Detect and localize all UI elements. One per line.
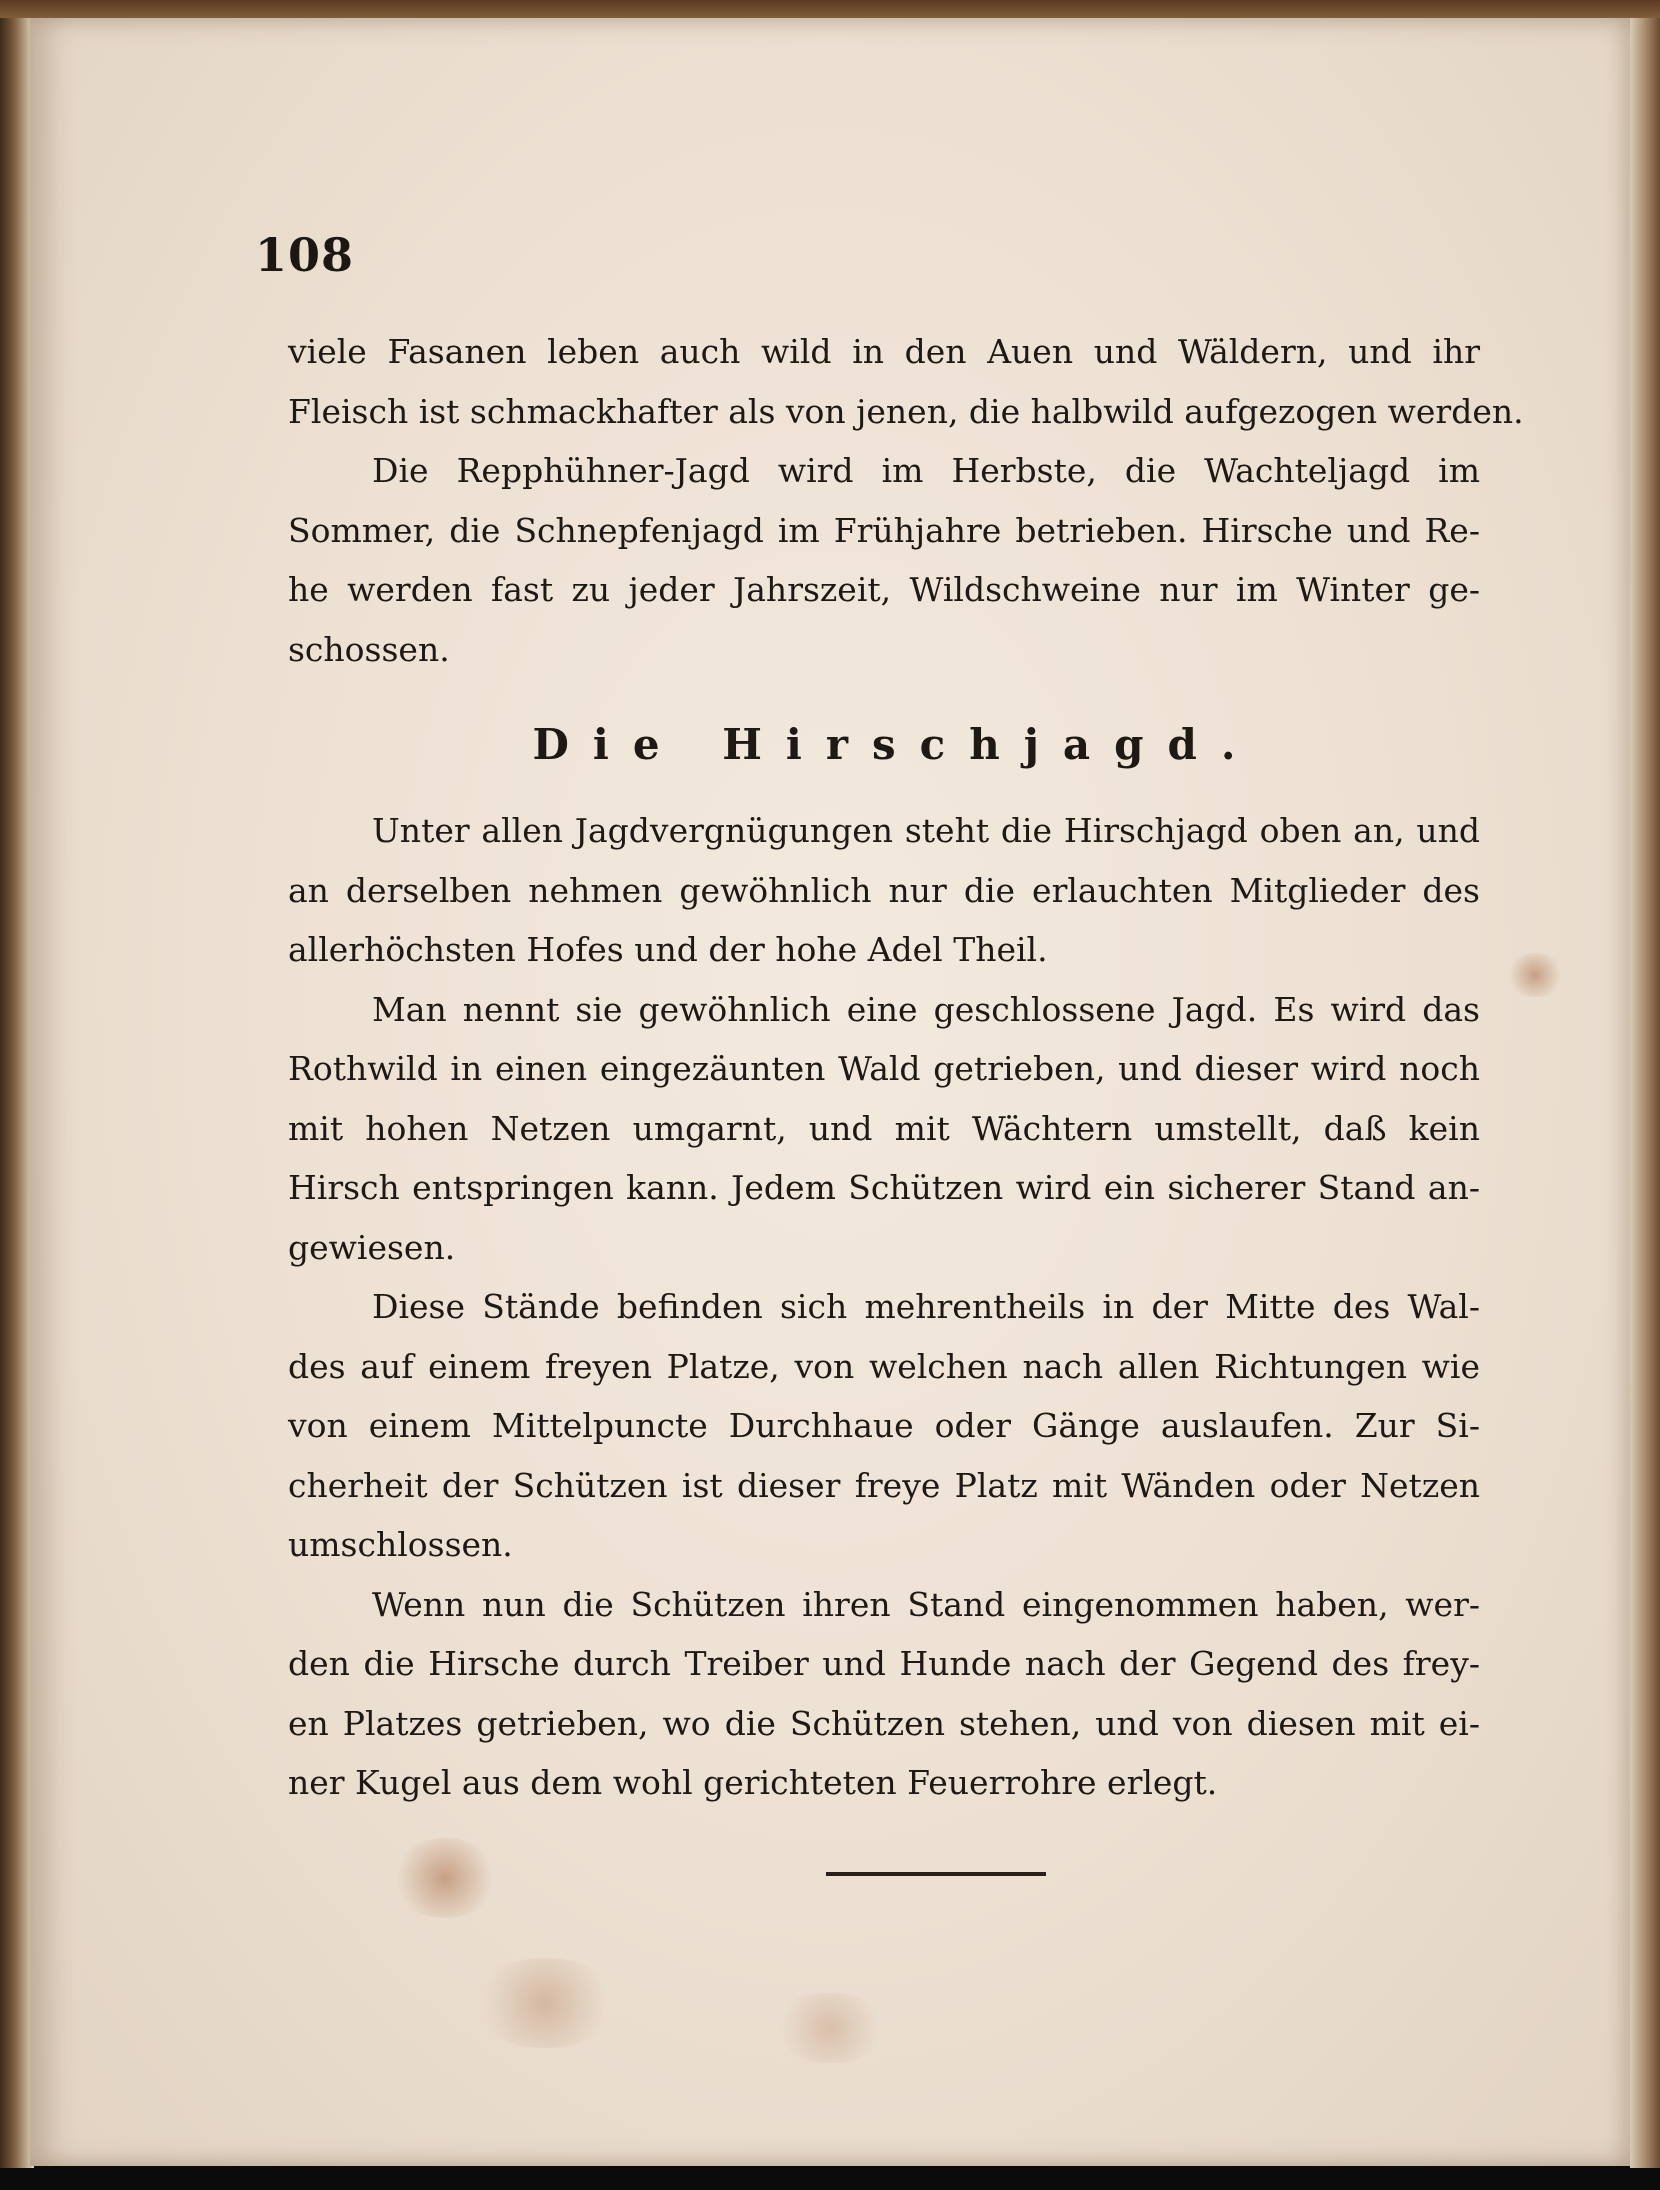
text-line: Unter allen Jagdvergnügungen steht die Hirschjagd oben an, und — [372, 811, 1480, 850]
text-line: he werden fast zu jeder Jahrszeit, Wildschweine nur im Winter ge- — [288, 570, 1480, 609]
text-line: viele Fasanen leben auch wild in den Auen und Wäldern, und ihr — [288, 332, 1480, 371]
stain-mark — [470, 1958, 620, 2048]
text-line: Man nennt sie gewöhnlich eine geschlossene Jagd. Es wird das — [372, 989, 1480, 1029]
stain-mark — [1505, 953, 1565, 997]
end-rule-divider — [826, 1872, 1046, 1876]
text-line: umschlossen. — [288, 1525, 513, 1564]
text-line: en Platzes getrieben, wo die Schützen stehen, und von diesen mit ei- — [288, 1703, 1480, 1743]
text-line: allerhöchsten Hofes und der hohe Adel Theil. — [288, 930, 1048, 969]
text-line: Hirsch entspringen kann. Jedem Schützen wird ein sicherer Stand an- — [288, 1168, 1480, 1207]
text-line: Die Repphühner-Jagd wird im Herbste, die Wachteljagd im — [372, 451, 1480, 490]
page-fore-edge — [1630, 18, 1660, 2168]
text-line: des auf einem freyen Platze, von welchen nach allen Richtungen wie — [288, 1346, 1480, 1386]
paragraph — [288, 322, 1524, 441]
text-line: ner Kugel aus dem wohl gerichteten Feuerrohre erlegt. — [288, 1763, 1218, 1802]
text-line: Diese Stände befinden sich mehrentheils in der Mitte des Wal- — [372, 1287, 1480, 1326]
text-line: Sommer, die Schnepfenjagd im Frühjahre betrieben. Hirsche und Re- — [288, 510, 1480, 550]
text-line: cherheit der Schützen ist dieser freye Platz mit Wänden oder Netzen — [288, 1465, 1480, 1505]
text-line: Wenn nun die Schützen ihren Stand eingenommen haben, wer- — [372, 1584, 1480, 1624]
paragraph — [288, 1277, 1480, 1575]
book-spine-edge — [0, 18, 34, 2168]
text-line: von einem Mittelpuncte Durchhaue oder Gänge auslaufen. Zur Si- — [288, 1406, 1480, 1445]
text-line: an derselben nehmen gewöhnlich nur die erlauchten Mitglieder des — [288, 870, 1480, 910]
paragraph — [288, 980, 1480, 1278]
stain-mark — [770, 1993, 890, 2063]
paragraph — [288, 801, 1480, 980]
text-line: Rothwild in einen eingezäunten Wald getrieben, und dieser wird noch — [288, 1049, 1480, 1088]
stain-mark — [390, 1838, 500, 1918]
paragraph — [288, 1575, 1480, 1813]
text-line: den die Hirsche durch Treiber und Hunde nach der Gegend des frey- — [288, 1644, 1480, 1683]
text-line: gewiesen. — [288, 1227, 456, 1267]
section-heading: Die Hirschjagd. — [532, 720, 1260, 769]
text-line: Fleisch ist schmackhafter als von jenen, die halbwild aufgezogen werden. — [288, 391, 1524, 431]
paragraph — [288, 441, 1480, 679]
body-text — [288, 322, 1524, 1813]
text-line: schossen. — [288, 629, 450, 669]
page-number: 108 — [255, 228, 355, 282]
text-line: mit hohen Netzen umgarnt, und mit Wächtern umstellt, daß kein — [288, 1108, 1480, 1148]
